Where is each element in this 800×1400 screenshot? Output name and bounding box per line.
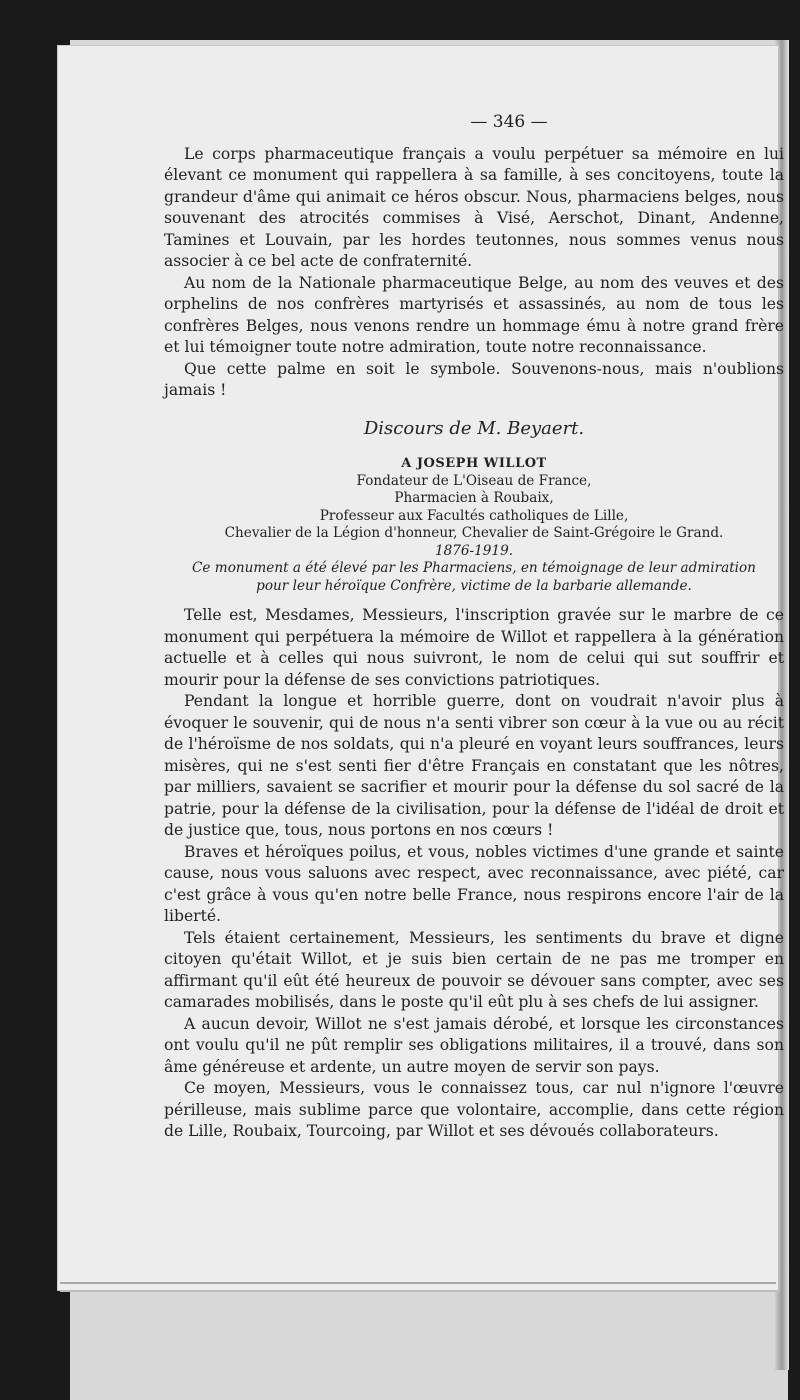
page-bottom-rule [60, 1282, 776, 1284]
intro-paragraph-1: Le corps pharmaceutique français a voulu perpétuer sa mémoire en lui élevant ce monument qui rappellera à sa famille, à ses concitoyens, toute la grandeur d'âme qui animait ce héros obscur. Nous, pharmaciens belges, nous souvenant des atrocités commises à Visé, Aerschot, Dinant, Andenne, Tamines et Louvain, par les hordes teutonnes, nous sommes venus nous associer à ce bel acte de confraternité. [164, 144, 784, 270]
page-number: — 346 — [470, 112, 548, 132]
inscription-line-5: Ce monument a été élevé par les Pharmaciens, en témoignage de leur admiration [192, 560, 756, 576]
speech-paragraph-1: Telle est, Mesdames, Messieurs, l'inscription gravée sur le marbre de ce monument qui perpétuera la mémoire de Willot et rappellera à la génération actuelle et à celles qui nous suivront, le nom de celui qui sut souffrir et mourir pour la défense de ses convictions patriotiques. [164, 606, 784, 689]
inscription-line-6: pour leur héroïque Confrère, victime de la barbarie allemande. [256, 577, 692, 594]
speech-paragraph-4: Tels étaient certainement, Messieurs, les sentiments du brave et digne citoyen qu'était Willot, et je suis bien certain de ne pas me tromper en affirmant qu'il eût été heureux de pouvoir se dévouer sans compter, avec ses camarades mobilisés, dans le poste qu'il eût plu à ses chefs de lui assigner. [164, 928, 784, 1011]
inscription-line-4: Chevalier de la Légion d'honneur, Chevalier de Saint-Grégoire le Grand. [224, 525, 724, 541]
intro-paragraph-3: Que cette palme en soit le symbole. Souvenons-nous, mais n'oublions jamais ! [164, 359, 784, 399]
speech-paragraph-6: Ce moyen, Messieurs, vous le connaissez tous, car nul n'ignore l'œuvre périlleuse, mais sublime parce que volontaire, accomplie, dans cette région de Lille, Roubaix, Tourcoing, par Willot et ses dévoués collaborateurs. [164, 1079, 784, 1140]
speech-paragraph-2: Pendant la longue et horrible guerre, dont on voudrait n'avoir plus à évoquer le souvenir, qui de nous n'a senti vibrer son cœur à la vue ou au récit de l'héroïsme de nos soldats, qui n'a pleuré en voyant leurs souffrances, leurs misères, qui ne s'est senti fier d'être Français en constatant que les nôtres, par milliers, savaient se sacrifier et mourir pour la défense du sol sacré de la patrie, pour la défense de la civilisation, pour la défense de l'idéal de droit et de justice que, tous, nous portons en nos cœurs ! [164, 692, 784, 839]
inscription-line-2: Pharmacien à Roubaix, [394, 490, 554, 506]
inscription-line-3: Professeur aux Facultés catholiques de Lille, [319, 507, 629, 524]
inscription-name: A JOSEPH WILLOT [401, 456, 547, 471]
inscription [164, 455, 784, 595]
page-text [164, 112, 784, 1143]
inscription-dates: 1876-1919. [434, 542, 514, 559]
speech-paragraph-5: A aucun devoir, Willot ne s'est jamais dérobé, et lorsque les circonstances ont voulu qu'il ne pût remplir ses obligations militaires, il a trouvé, dans son âme généreuse et ardente, un autre moyen de servir son pays. [164, 1014, 784, 1076]
speech-paragraph-3: Braves et héroïques poilus, et vous, nobles victimes d'une grande et sainte cause, nous vous saluons avec respect, avec reconnaissance, avec piété, car c'est grâce à vous qu'en notre belle France, nous respirons encore l'air de la liberté. [164, 842, 784, 925]
intro-paragraph-2: Au nom de la Nationale pharmaceutique Belge, au nom des veuves et des orphelins de nos confrères martyrisés et assassinés, au nom de tous les confrères Belges, nous venons rendre un hommage ému à notre grand frère et lui témoigner toute notre admiration, toute notre reconnaissance. [164, 273, 784, 356]
inscription-line-1: Fondateur de L'Oiseau de France, [356, 472, 592, 489]
section-heading: Discours de M. Beyaert. [363, 417, 585, 439]
